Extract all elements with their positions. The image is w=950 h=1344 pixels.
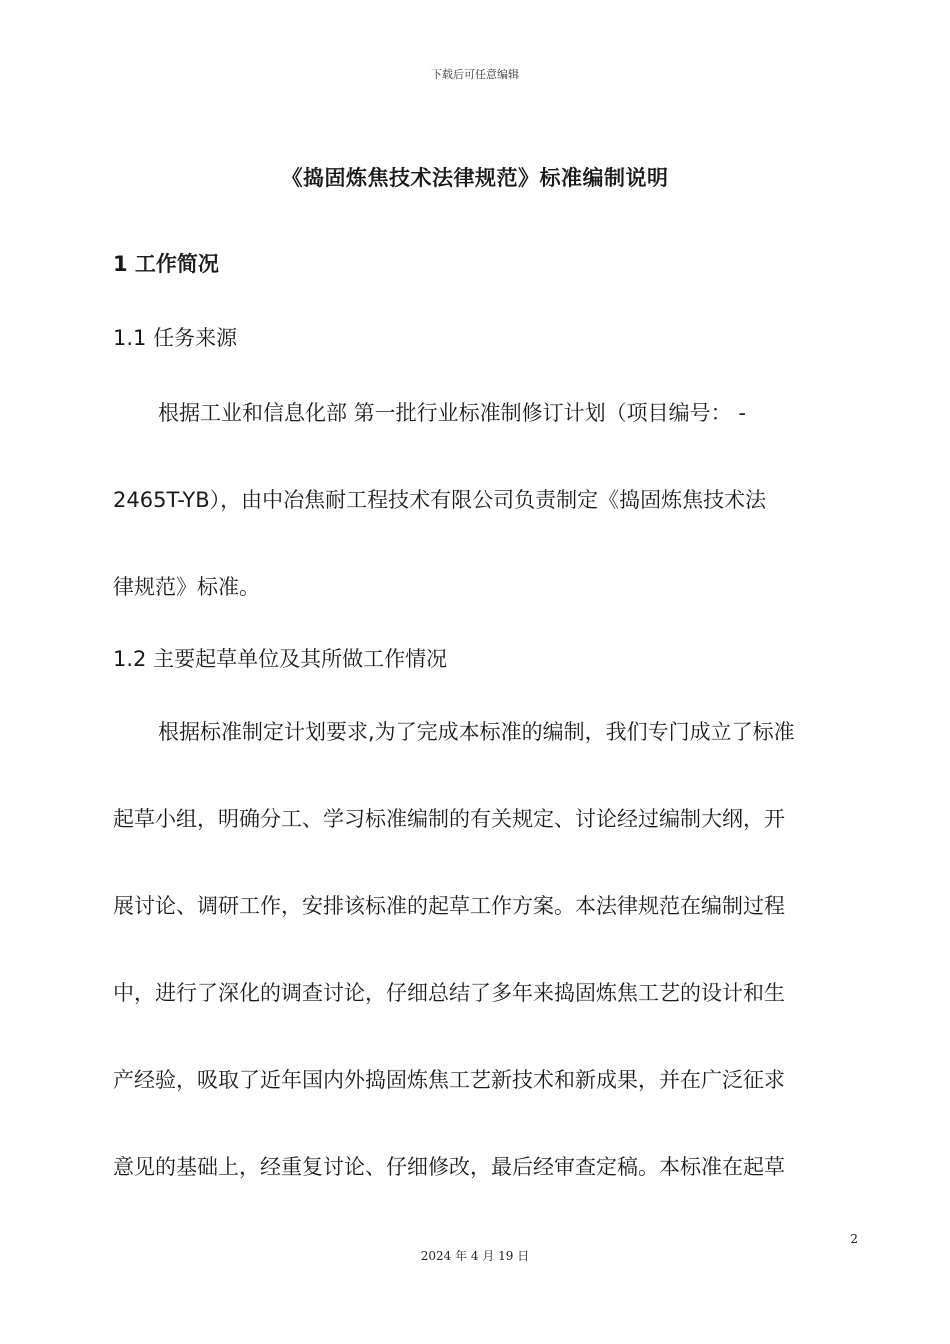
paragraph-line: 展讨论、调研工作，安排该标准的起草工作方案。本法律规范在编制过程 <box>113 894 785 918</box>
paragraph-line: 根据标准制定计划要求,为了完成本标准的编制，我们专门成立了标准 <box>158 720 795 744</box>
section-1-2-heading: 1.2 主要起草单位及其所做工作情况 <box>113 647 448 671</box>
page-number: 2 <box>850 1232 858 1246</box>
paragraph-line: 根据工业和信息化部 第一批行业标准制修订计划（项目编号： - <box>158 401 746 425</box>
section-1-heading: 1 工作简况 <box>113 252 219 276</box>
paragraph-line: 意见的基础上，经重复讨论、仔细修改，最后经审查定稿。本标准在起草 <box>113 1155 785 1179</box>
header-note: 下载后可任意编辑 <box>431 68 519 81</box>
section-1-1-heading: 1.1 任务来源 <box>113 326 238 350</box>
paragraph-line: 律规范》标准。 <box>113 575 260 599</box>
paragraph-line: 2465T-YB），由中冶焦耐工程技术有限公司负责制定《捣固炼焦技术法 <box>113 488 767 512</box>
footer-date: 2024 年 4 月 19 日 <box>420 1249 530 1263</box>
paragraph-line: 中，进行了深化的调查讨论，仔细总结了多年来捣固炼焦工艺的设计和生 <box>113 981 785 1005</box>
paragraph-line: 起草小组，明确分工、学习标准编制的有关规定、讨论经过编制大纲，开 <box>113 807 785 831</box>
paragraph-line: 产经验，吸取了近年国内外捣固炼焦工艺新技术和新成果，并在广泛征求 <box>113 1068 785 1092</box>
document-title: 《捣固炼焦技术法律规范》标准编制说明 <box>281 166 669 190</box>
